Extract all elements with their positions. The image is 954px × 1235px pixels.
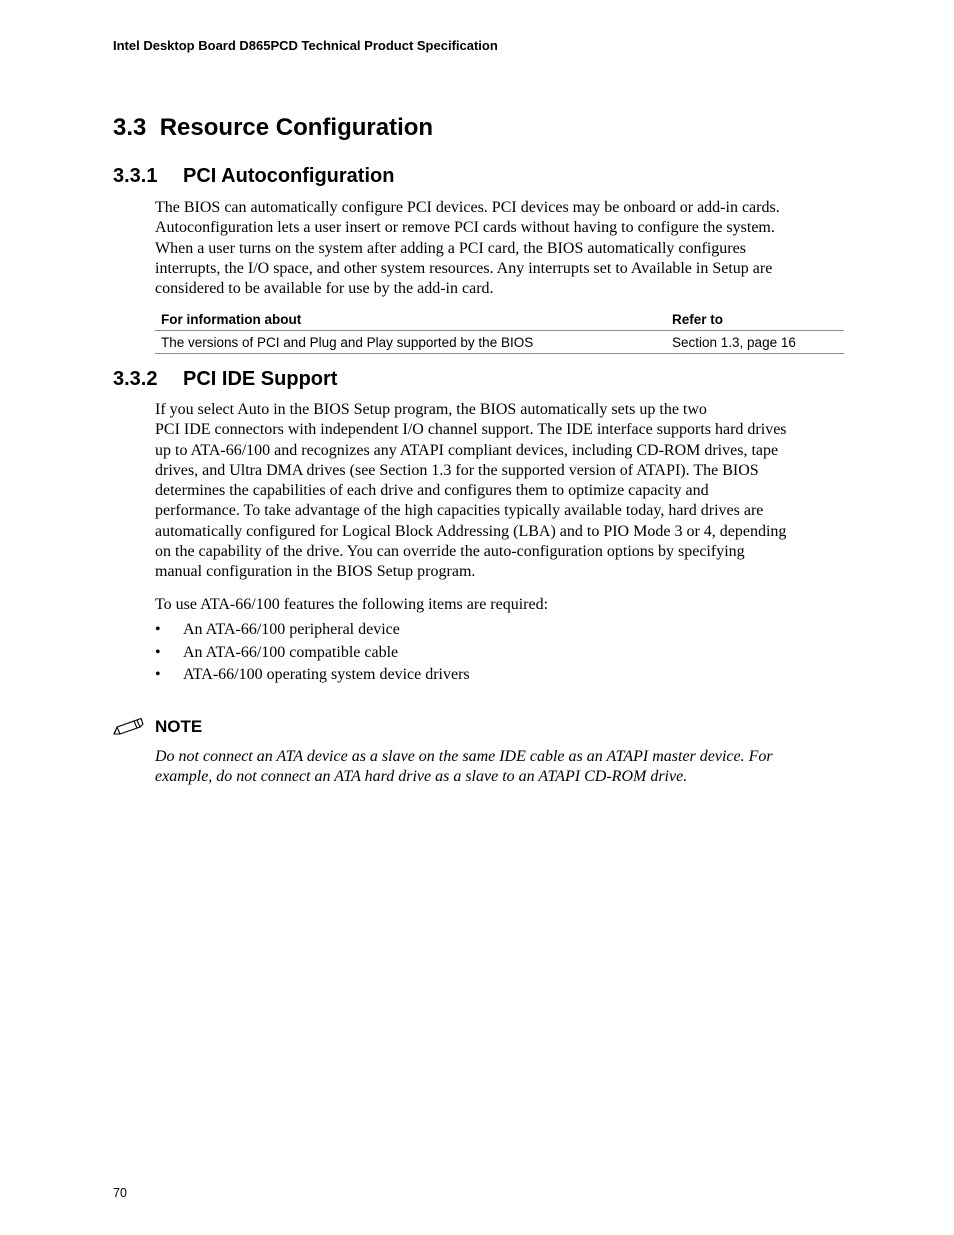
list-item [155,642,470,665]
paragraph-line: automatically configured for Logical Block Addressing (LBA) and to PIO Mode 3 or 4, depending [155,522,787,540]
subsection-heading-pci-autoconfiguration [113,165,394,188]
note-line: Do not connect an ATA device as a slave on the same IDE cable as an ATAPI master device. For [155,748,773,765]
requirements-intro [155,595,845,615]
paragraph-line: manual configuration in the BIOS Setup program. [155,563,476,581]
page-number: 70 [113,1186,127,1200]
table-cell-reference: Section 1.3, page 16 [672,331,844,354]
requirements-intro-text: To use ATA-66/100 features the following items are required: [155,596,549,613]
subsection-number: 3.3.2 [113,368,158,390]
note-label: NOTE [155,717,203,736]
table-header-row [155,308,844,331]
subsection-title: PCI Autoconfiguration [183,165,395,187]
pencil-icon [112,716,144,738]
pci-autoconfiguration-paragraph [155,198,845,299]
table-row [155,331,844,354]
note-line: example, do not connect an ATA hard drive as a slave to an ATAPI CD-ROM drive. [155,768,688,786]
requirements-list [155,619,470,687]
bullet: • [155,621,161,638]
table-cell-topic: The versions of PCI and Plug and Play supported by the BIOS [155,331,672,354]
table-header-refer-to: Refer to [672,308,844,331]
list-item-text: An ATA-66/100 peripheral device [183,621,400,638]
bullet: • [155,666,161,683]
table-header-topic: For information about [155,308,672,331]
subsection-heading-pci-ide-support [113,368,337,391]
reference-table [155,308,844,354]
section-title: Resource Configuration [159,114,434,141]
paragraph-line: on the capability of the drive. You can override the auto-configuration options by specifying [155,543,745,561]
paragraph-line: performance. To take advantage of the high capacities typically available today, hard drives are [155,502,764,520]
section-heading [113,114,433,142]
subsection-number: 3.3.1 [113,165,158,187]
paragraph-line: drives, and Ultra DMA drives (see Section 1.3 for the supported version of ATAPI). The BIOS [155,461,759,479]
section-number: 3.3 [113,114,147,141]
paragraph-line: When a user turns on the system after adding a PCI card, the BIOS automatically configures [155,239,746,257]
running-header: Intel Desktop Board D865PCD Technical Product Specification [113,38,498,53]
subsection-title: PCI IDE Support [183,368,338,390]
paragraph-line: The BIOS can automatically configure PCI devices. PCI devices may be onboard or add-in cards. [155,199,780,216]
paragraph-line: If you select Auto in the BIOS Setup program, the BIOS automatically sets up the two [155,401,707,418]
list-item-text: An ATA-66/100 compatible cable [183,643,399,661]
note-text [155,747,845,788]
paragraph-line: PCI IDE connectors with independent I/O channel support. The IDE interface supports hard drives [155,421,787,439]
paragraph-line: interrupts, the I/O space, and other system resources. Any interrupts set to Available in Setup are [155,259,773,277]
paragraph-line: up to ATA-66/100 and recognizes any ATAPI compliant devices, including CD-ROM drives, tape [155,441,779,459]
list-item-text: ATA-66/100 operating system device drivers [183,666,470,683]
bullet: • [155,643,161,661]
paragraph-line: Autoconfiguration lets a user insert or remove PCI cards without having to configure the system. [155,219,775,237]
paragraph-line: considered to be available for use by the add-in card. [155,280,494,298]
list-item [155,619,470,642]
paragraph-line: determines the capabilities of each drive and configures them to optimize capacity and [155,482,709,500]
pci-ide-paragraph [155,400,845,583]
list-item [155,664,470,687]
